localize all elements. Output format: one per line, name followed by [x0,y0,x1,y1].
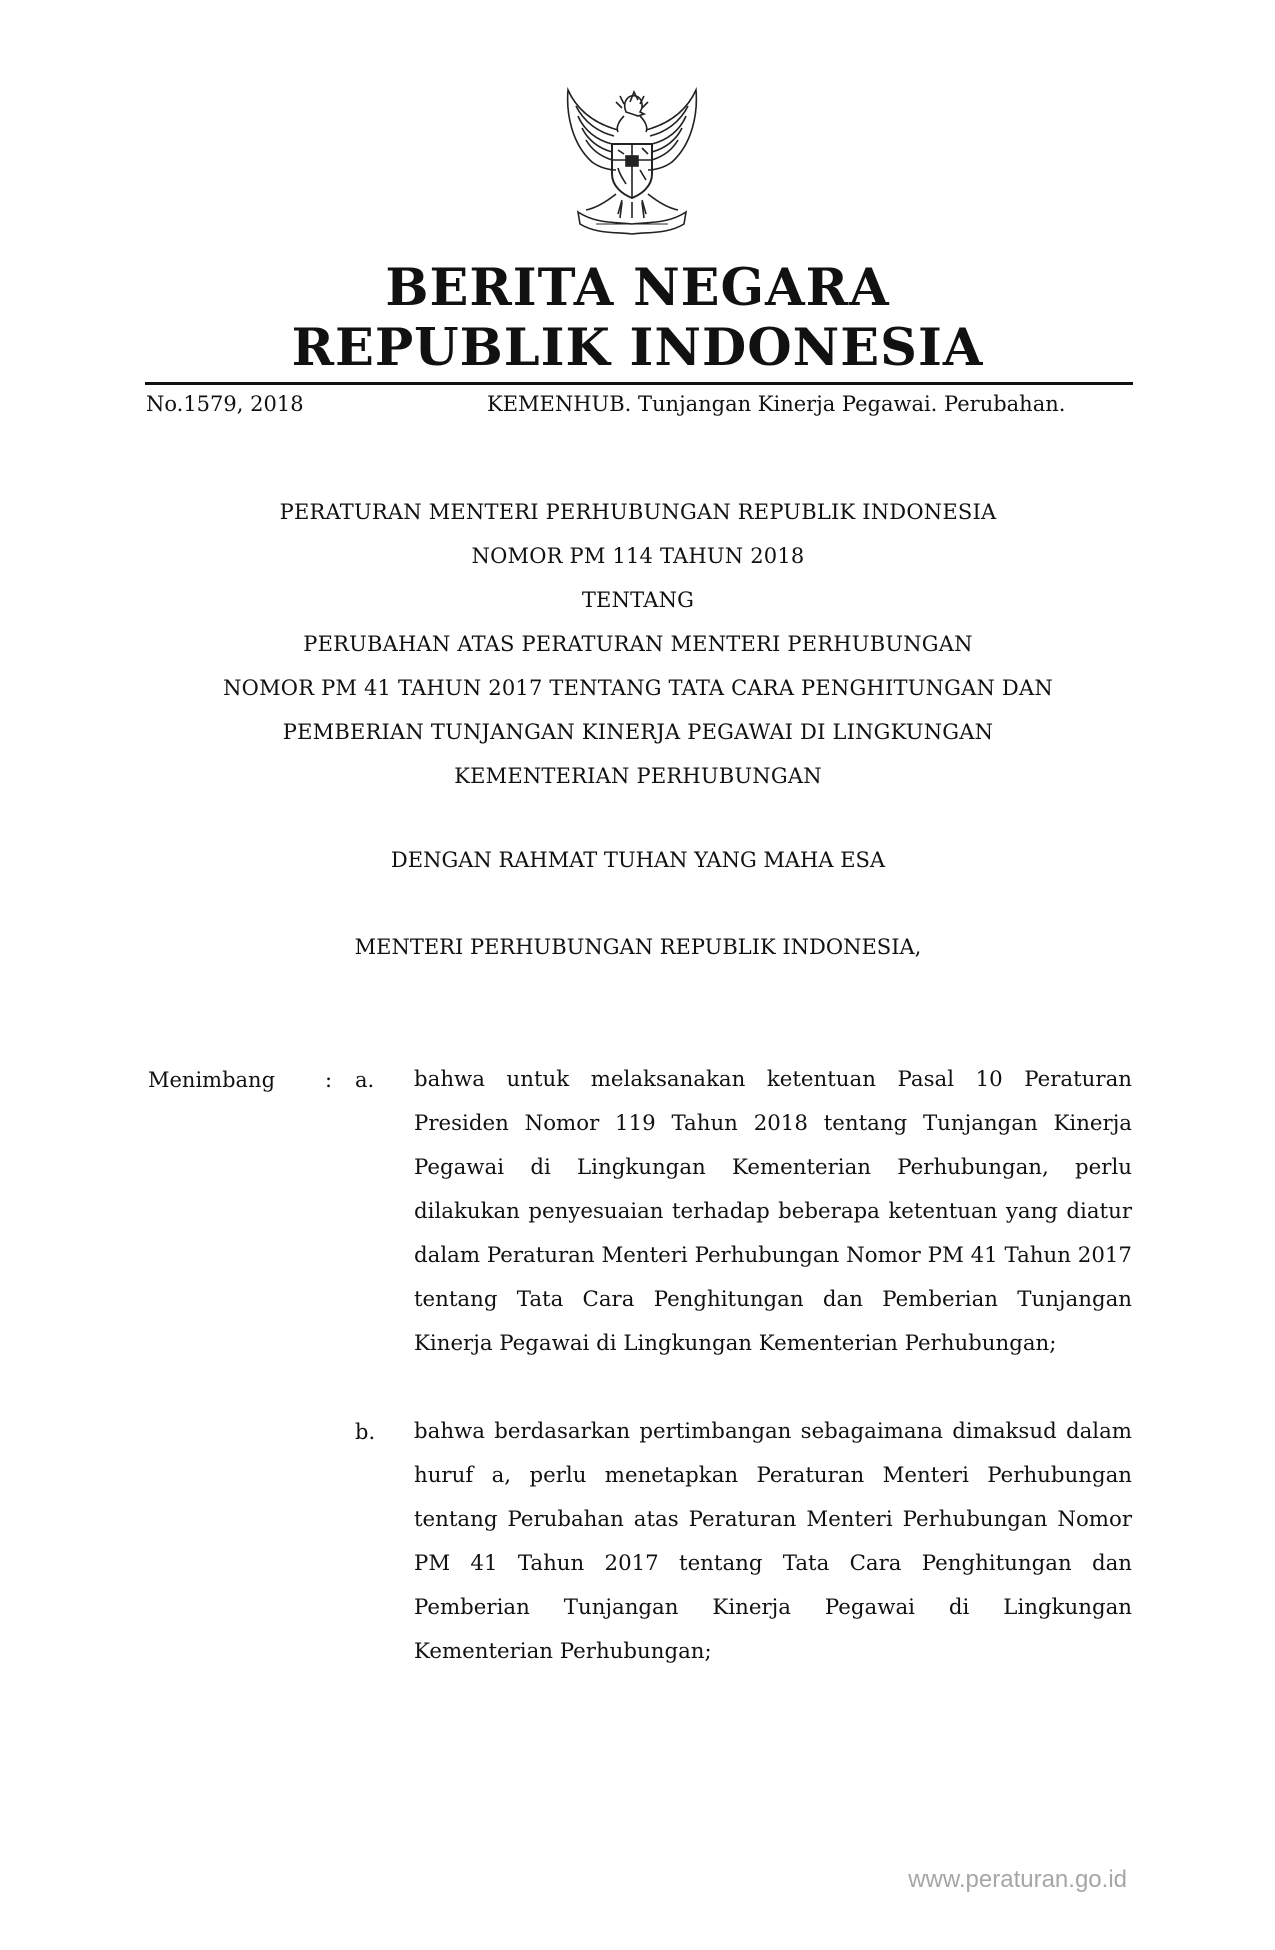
considerations-label: Menimbang [148,1068,276,1092]
masthead-line-2: REPUBLIK INDONESIA [291,318,984,378]
masthead-divider [145,382,1133,385]
title-line: PERATURAN MENTERI PERHUBUNGAN REPUBLIK INDONESIA [279,500,997,524]
item-letter: b. [355,1420,376,1444]
gazette-number: No.1579, 2018 [146,392,304,416]
masthead-line-1: BERITA NEGARA [385,258,890,318]
item-text: bahwa berdasarkan pertimbangan sebagaimana dimaksud dalam huruf a, perlu menetapkan Peraturan Menteri Perhubungan tentang Perubahan atas Peraturan Menteri Perhubungan Nomor PM 41 Tahun 2017 tentang Tata Cara Penghitungan dan Pemberian Tunjangan Kinerja Pegawai di Lingkungan Kementerian Perhubungan; [414,1419,1132,1664]
title-line: NOMOR PM 114 TAHUN 2018 [471,544,805,568]
title-line: PERUBAHAN ATAS PERATURAN MENTERI PERHUBUNGAN [303,632,973,656]
invocation: DENGAN RAHMAT TUHAN YANG MAHA ESA [390,848,886,872]
garuda-emblem-icon [556,84,706,244]
masthead [145,258,1130,378]
item-letter: a. [355,1068,375,1092]
item-text: bahwa untuk melaksanakan ketentuan Pasal 10 Peraturan Presiden Nomor 119 Tahun 2018 tentang Tunjangan Kinerja Pegawai di Lingkungan Kementerian Perhubungan, perlu dilakukan penyesuaian terhadap beberapa ketentuan yang diatur dalam Peraturan Menteri Perhubungan Nomor PM 41 Tahun 2017 tentang Tata Cara Penghitungan dan Pemberian Tunjangan Kinerja Pegawai di Lingkungan Kementerian Perhubungan; [414,1067,1132,1356]
gazette-subject: KEMENHUB. Tunjangan Kinerja Pegawai. Perubahan. [487,392,1066,416]
title-line: PEMBERIAN TUNJANGAN KINERJA PEGAWAI DI LINGKUNGAN [282,720,994,744]
footer-url: www.peraturan.go.id [908,1866,1127,1893]
title-line: NOMOR PM 41 TAHUN 2017 TENTANG TATA CARA PENGHITUNGAN DAN [223,676,1053,700]
title-line: KEMENTERIAN PERHUBUNGAN [454,764,822,788]
regulation-title [146,490,1130,798]
title-line: TENTANG [581,588,695,612]
issuing-official: MENTERI PERHUBUNGAN REPUBLIK INDONESIA, [354,935,922,959]
considerations-colon: : [325,1068,333,1092]
